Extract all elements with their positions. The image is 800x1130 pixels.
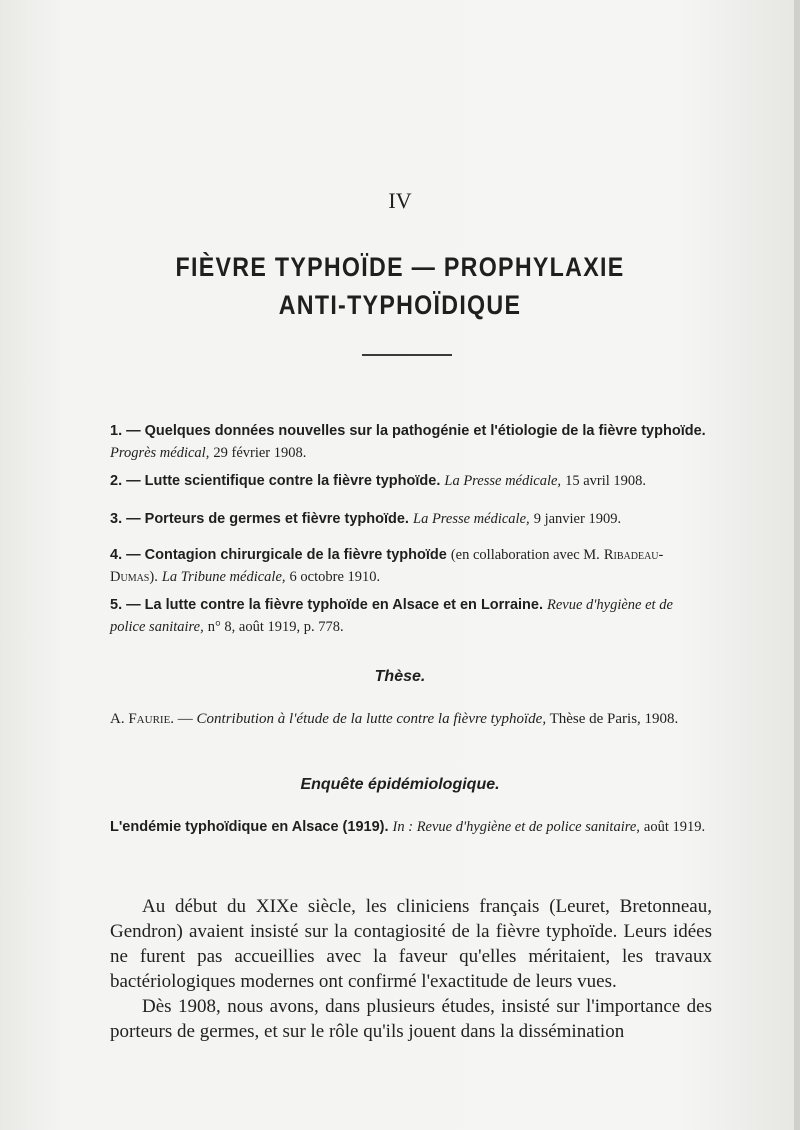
these-title: Contribution à l'étude de la lutte contre la fièvre typhoïde, bbox=[196, 711, 547, 727]
reference-1 bbox=[110, 420, 710, 464]
reference-source: La Presse médicale, bbox=[413, 511, 530, 527]
reference-number: 2. — bbox=[110, 473, 141, 489]
enquete-entry bbox=[110, 816, 710, 838]
reference-source: La Tribune médicale, bbox=[161, 569, 286, 585]
chapter-title-line-1: FIÈVRE TYPHOÏDE — PROPHYLAXIE bbox=[175, 252, 625, 282]
body-paragraph-1: Au début du XIXe siècle, les cliniciens français (Leuret, Bretonneau, Gendron) avaient insisté sur la contagiosité de la fièvre typhoïde. Leurs idées ne furent pas accueillies avec la faveur qu'elles méritaient, les travaux bactériologiques modernes ont confirmé l'exactitude de leurs vues. bbox=[110, 896, 712, 992]
reference-3 bbox=[110, 508, 710, 530]
reference-source: Revue d'hygiène et de police sanitaire, bbox=[110, 597, 673, 635]
reference-date: 6 octobre 1910. bbox=[289, 569, 381, 585]
enquete-source: In : Revue d'hygiène et de police sanitaire, bbox=[392, 819, 640, 835]
reference-5 bbox=[110, 594, 710, 638]
body-paragraph-2: Dès 1908, nous avons, dans plusieurs études, insisté sur l'importance des porteurs de germes, et sur le rôle qu'ils jouent dans la dissémination bbox=[110, 996, 712, 1042]
reference-4 bbox=[110, 544, 710, 588]
these-author: A. Faurie. bbox=[110, 711, 175, 727]
these-entry bbox=[110, 708, 710, 730]
enquete-heading: Enquête épidémiologique. bbox=[300, 776, 500, 793]
reference-title: Porteurs de germes et fièvre typhoïde. bbox=[144, 511, 409, 527]
reference-number: 4. — bbox=[110, 547, 141, 563]
these-dash: — bbox=[174, 711, 197, 727]
chapter-title-line-2: ANTI-TYPHOÏDIQUE bbox=[278, 290, 522, 320]
these-heading: Thèse. bbox=[374, 668, 426, 685]
reference-title: Lutte scientifique contre la fièvre typhoïde. bbox=[144, 473, 441, 489]
enquete-date: août 1919. bbox=[643, 819, 706, 835]
reference-title: Contagion chirurgicale de la fièvre typhoïde bbox=[144, 547, 447, 563]
reference-date: 29 février 1908. bbox=[213, 445, 307, 461]
enquete-title: L'endémie typhoïdique en Alsace (1919). bbox=[110, 819, 389, 835]
reference-collab: (en collaboration avec M. bbox=[450, 547, 600, 563]
reference-collab-name: Ribadeau-Dumas). bbox=[110, 547, 664, 585]
reference-number: 1. — bbox=[110, 423, 141, 439]
reference-2 bbox=[110, 470, 710, 492]
reference-number: 3. — bbox=[110, 511, 141, 527]
these-details: Thèse de Paris, 1908. bbox=[549, 711, 679, 727]
reference-date: 15 avril 1908. bbox=[565, 473, 647, 489]
page-edge-shadow bbox=[794, 0, 800, 1130]
reference-source: La Presse médicale, bbox=[444, 473, 562, 489]
reference-source: Progrès médical, bbox=[110, 445, 210, 461]
reference-date: n° 8, août 1919, p. 778. bbox=[207, 619, 344, 635]
reference-title: La lutte contre la fièvre typhoïde en Alsace et en Lorraine. bbox=[144, 597, 543, 613]
reference-title: Quelques données nouvelles sur la pathogénie et l'étiologie de la fièvre typhoïde. bbox=[144, 423, 706, 439]
reference-date: 9 janvier 1909. bbox=[533, 511, 622, 527]
reference-number: 5. — bbox=[110, 597, 141, 613]
section-number: IV bbox=[388, 188, 412, 213]
title-divider bbox=[362, 354, 452, 356]
